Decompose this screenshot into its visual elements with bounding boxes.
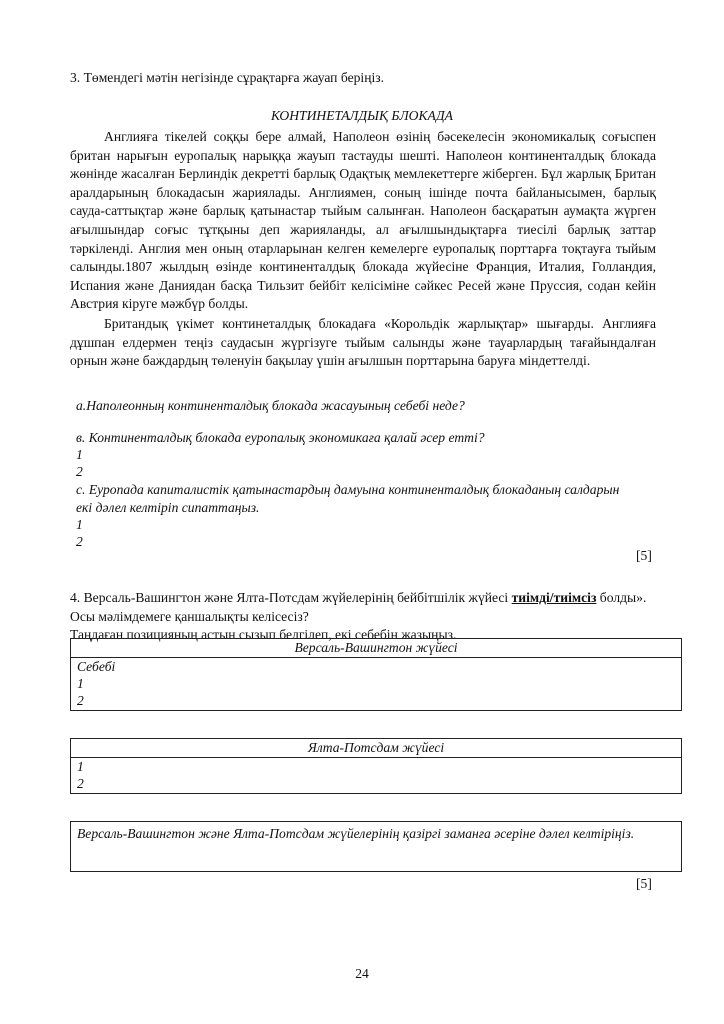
page-number: 24 [355,966,369,981]
box-header: Версаль-Вашингтон жүйесі [71,639,681,658]
question-4-intro: 4. Версаль-Вашингтон және Ялта-Потсдам жүйелерінің бейбітшілік жүйесі [70,590,512,605]
question-b-answer-line-2[interactable]: 2 [76,464,83,479]
source-paragraph-1: Англияға тікелей соққы бере алмай, Наполеон өзінің бәсекелесін экономикалық соғыспен британ нарығын еуропалық нарыққа жауып тастауды шешті. Наполеон континенталдық блокада жөнінде жасалған Берлиндік декретті барлық Одақтық мемлекеттерге жіберген. Бұл жарлық Британ аралдарының блокадасын жариялады. Англиямен, соның ішінде почта байланысымен, барлық сауда-саттықтар және барлық қатынастар тыйым салынған. Наполеон басқаратын аумақта жүрген ағылшындар соғыс тұтқыны деп жарияланды, ал ағылшындықтарға тиесілі барлық заттар тәркіленді. Англия мен оның отарларынан келген кемелерге еуропалық порттарға тоқтауға тыйым салынды.1807 жылдың өзінде континенталдық блокада жүйесіне Франция, Италия, Голландия, Испания және Даниядан басқа Тильзит бейбіт келісіміне сәйкес Ресей және Пруссия, содан кейін Австрия кіруге мәжбүр болды. [70,129,656,312]
box-prompt: Версаль-Вашингтон және Ялта-Потсдам жүйелерінің қазіргі заманға әсеріне дәлел келтіріңіз. [77,826,635,841]
question-c: с. Еуропада капиталистік қатынастардың дамуына континенталдық блокаданың салдарын екі дәлел келтіріп сипаттаңыз. [76,482,620,515]
versailles-washington-answer-box[interactable] [70,638,682,711]
text-title: КОНТИНЕТАЛДЫҚ БЛОКАДА [271,108,453,123]
modern-impact-answer-box[interactable] [70,821,682,872]
box-row-1: 1 [77,759,84,774]
box-row-2: 2 [77,776,84,791]
question-4-question: болды». Осы мәлімдемеге қаншалықты келісесіз? [70,590,647,624]
question-b: в. Континенталдық блокада еуропалық экономикаға қалай әсер етті? [76,430,485,445]
question-4-text [70,589,656,645]
question-4-instruction: Таңдаған позицияның астын сызып белгілеп, екі себебін жазыңыз. [70,627,457,643]
yalta-potsdam-answer-box[interactable] [70,738,682,794]
question-4-marks: [5] [636,876,652,891]
question-c-answer-line-1[interactable]: 1 [76,517,83,532]
question-a: а.Наполеонның континенталдық блокада жасауының себебі неде? [76,398,465,413]
box-header: Ялта-Потсдам жүйесі [71,739,681,758]
question-3-heading: 3. Төмендегі мәтін негізінде сұрақтарға жауап беріңіз. [70,70,385,85]
question-b-answer-line-1[interactable]: 1 [76,447,83,462]
question-3-marks: [5] [636,548,652,563]
box-row-2: 2 [77,693,84,708]
box-row-reason: Себебі [77,659,116,674]
question-4-emphasis: тиімді/тиімсіз [511,590,597,605]
source-paragraph-2: Британдық үкімет континеталдық блокадаға «Корольдік жарлықтар» шығарды. Англияға дұшпан елдермен теңіз саудасын жүргізуге тыйым салынды және тауарлардың тағайындалған орнын және баждардың төленуін бақылау үшін ағылшын порттарына баруға міндеттелді. [70,316,656,369]
box-row-1: 1 [77,676,84,691]
question-c-answer-line-2[interactable]: 2 [76,534,83,549]
